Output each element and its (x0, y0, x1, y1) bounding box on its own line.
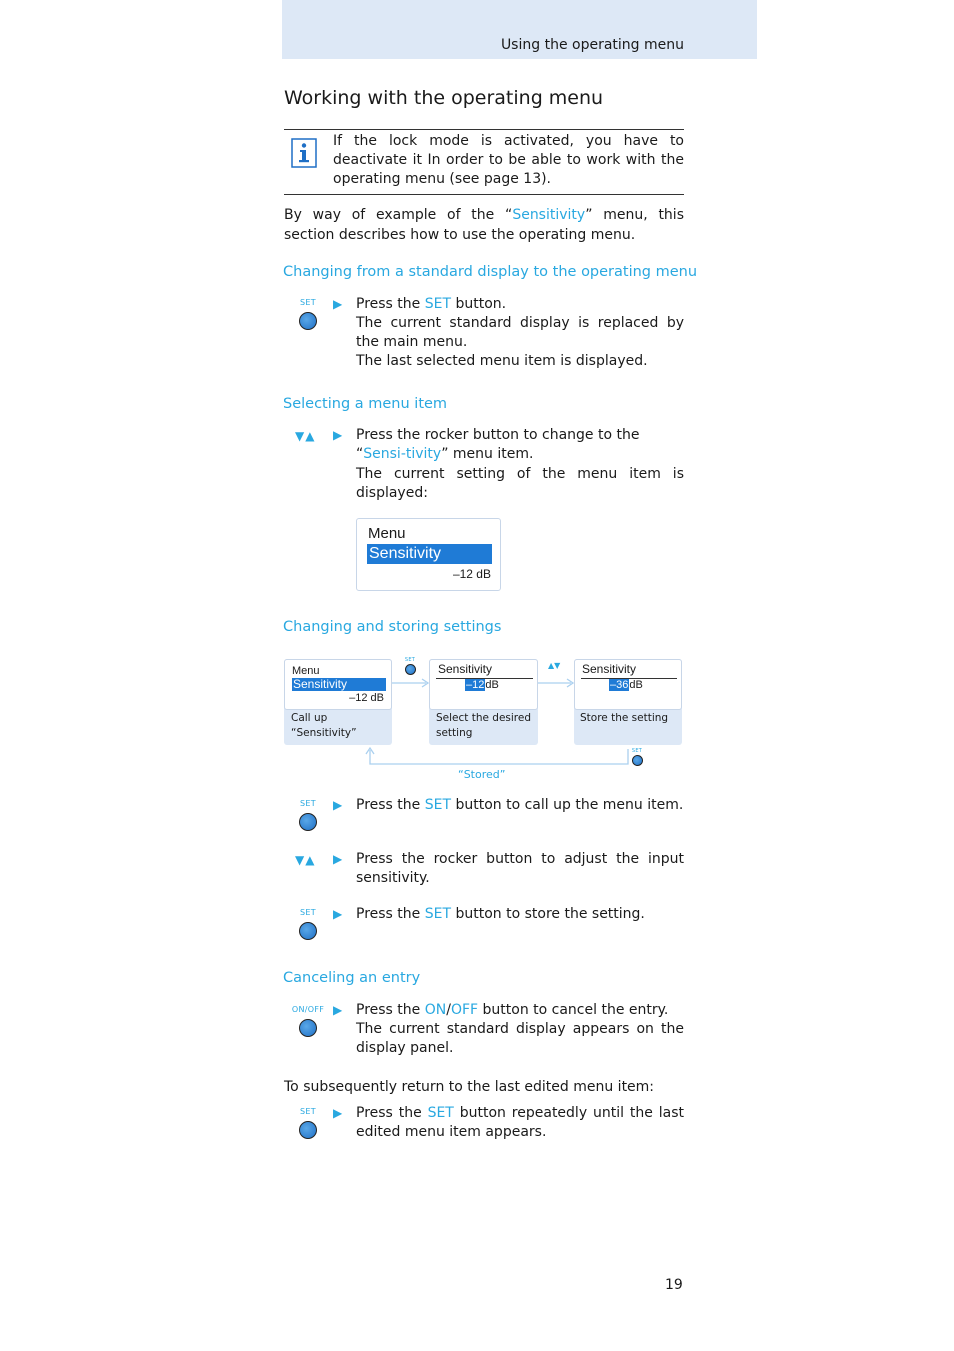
sec4-step (356, 1001, 684, 1020)
on-off-button-label: ON/OFF (291, 1005, 325, 1014)
sec1-step-pre: Press the (356, 296, 425, 312)
sec3-step3-hl: SET (424, 906, 452, 922)
info-icon (291, 138, 317, 168)
sec1-result-2: The last selected menu item is displayed. (356, 353, 648, 369)
card-caption-1: Call up (291, 712, 328, 724)
on-off-button-circle (299, 1019, 317, 1037)
sec4-step-hl1: ON (424, 1002, 447, 1018)
header-section-title: Using the operating menu (500, 37, 684, 53)
flow-card-store (574, 659, 682, 745)
card-lcd-value-row (609, 679, 643, 691)
triangle-bullet-icon: ▶ (333, 1003, 343, 1017)
card-lcd-value-hl: –12 (466, 679, 485, 691)
card-lcd-value-row (465, 679, 499, 691)
set-button-label-small: SET (404, 657, 416, 663)
sec4-step-post: button to cancel the entry. (478, 1002, 669, 1018)
card-caption-1: Store the setting (580, 712, 669, 724)
triangle-bullet-icon: ▶ (333, 852, 343, 866)
card-lcd-unit: dB (485, 679, 499, 691)
return-step-post: button repeatedly until the last edited menu item appears. (356, 1105, 684, 1140)
sec3-step3-post: button to store the setting. (451, 906, 645, 922)
set-button-icon (293, 908, 323, 940)
sec4-result: The current standard display appears on the display panel. (356, 1021, 684, 1056)
rocker-button-icon: ▼▲ (295, 429, 316, 443)
triangle-bullet-icon: ▶ (333, 297, 343, 311)
flow-card-call-up (284, 659, 392, 745)
lcd-display (356, 518, 501, 591)
card-lcd-line1: Sensitivity (438, 662, 493, 676)
intro-paragraph (284, 206, 684, 245)
sec1-step-hl: SET (424, 296, 452, 312)
sec3-step-1 (356, 796, 684, 815)
card-lcd-value: –12 dB (349, 692, 384, 704)
sec3-step1-pre: Press the (356, 797, 425, 813)
lcd-line-menu: Menu (368, 525, 406, 542)
set-button-icon-small (395, 657, 425, 675)
set-button-circle (299, 922, 317, 940)
triangle-bullet-icon: ▶ (333, 798, 343, 812)
set-button-label-small: SET (631, 748, 643, 754)
sec3-step3-pre: Press the (356, 906, 425, 922)
card-lcd (284, 659, 392, 710)
sec2-step-hl: Sensi-tivity (363, 446, 442, 462)
set-button-circle-small (632, 755, 643, 766)
set-button-label: SET (300, 799, 316, 808)
sec2-step-pre: Press the rocker button to change to the “ (356, 427, 640, 462)
page-title: Working with the operating menu (284, 87, 604, 109)
card-caption-1: Select the desired (436, 712, 532, 724)
sec2-step-post: ” menu item. (441, 446, 534, 462)
sec1-step (356, 295, 684, 314)
on-off-button-icon (290, 1005, 326, 1037)
sec3-step1-post: button to call up the menu item. (451, 797, 684, 813)
card-caption-2: “Sensitivity” (291, 727, 357, 739)
stored-label: “Stored” (458, 768, 506, 781)
triangle-bullet-icon: ▶ (333, 1106, 343, 1120)
return-step-hl: SET (427, 1105, 454, 1121)
intro-pre: By way of example of the “ (284, 207, 513, 223)
set-button-icon (293, 1107, 323, 1139)
sec2-step (356, 426, 684, 464)
set-button-circle-small (405, 664, 416, 675)
sec4-step-hl2: OFF (450, 1002, 479, 1018)
lcd-value: –12 dB (452, 567, 491, 581)
intro-post: ” menu, this section describes how to use the operating menu. (284, 207, 684, 243)
sec3-step-3 (356, 905, 684, 924)
set-button-icon (293, 298, 323, 330)
card-lcd-unit: dB (629, 679, 643, 691)
intro-highlight: Sensitivity (512, 207, 586, 223)
set-button-label: SET (300, 298, 316, 307)
set-button-circle (299, 813, 317, 831)
set-button-icon (293, 799, 323, 831)
card-lcd-line2: Sensitivity (292, 678, 386, 691)
page-number: 19 (665, 1277, 683, 1293)
return-step (356, 1104, 684, 1142)
sec3-step-2: Press the rocker button to adjust the input sensitivity. (356, 851, 684, 886)
sec1-step-post: button. (451, 296, 507, 312)
set-button-circle (299, 312, 317, 330)
set-button-circle (299, 1121, 317, 1139)
card-lcd (574, 659, 682, 710)
set-button-label: SET (300, 908, 316, 917)
sec4-step-pre: Press the (356, 1002, 425, 1018)
sec1-result-1: The current standard display is replaced by the main menu. (356, 315, 684, 350)
section-heading-cancel: Canceling an entry (283, 970, 421, 986)
triangle-bullet-icon: ▶ (333, 428, 343, 442)
section-heading-standard-to-menu: Changing from a standard display to the operating menu (283, 264, 698, 280)
card-lcd-line1: Menu (292, 665, 320, 677)
set-button-label: SET (300, 1107, 316, 1116)
sec3-step1-hl: SET (424, 797, 452, 813)
rocker-button-icon: ▼▲ (295, 853, 316, 867)
info-note (284, 129, 684, 195)
return-step-pre: Press the (356, 1105, 428, 1121)
return-text: To subsequently return to the last edited menu item: (284, 1079, 655, 1095)
lcd-line-selected: Sensitivity (367, 544, 492, 564)
sec4-step-sep: / (446, 1002, 451, 1018)
rocker-button-icon-small: ▲▼ (548, 661, 561, 670)
card-lcd-line1: Sensitivity (582, 662, 637, 676)
card-lcd (429, 659, 538, 710)
section-heading-select-item: Selecting a menu item (283, 396, 448, 412)
flow-card-select (429, 659, 538, 745)
triangle-bullet-icon: ▶ (333, 907, 343, 921)
card-caption-2: setting (436, 727, 473, 739)
sec2-result: The current setting of the menu item is displayed: (356, 466, 684, 501)
note-text: If the lock mode is activated, you have to deactivate it In order to be able to work with the operating menu (see page 13). (333, 133, 684, 187)
set-button-icon-small (622, 748, 652, 766)
section-heading-change-store: Changing and storing settings (283, 619, 502, 635)
card-lcd-value-hl: –36 (610, 679, 629, 691)
